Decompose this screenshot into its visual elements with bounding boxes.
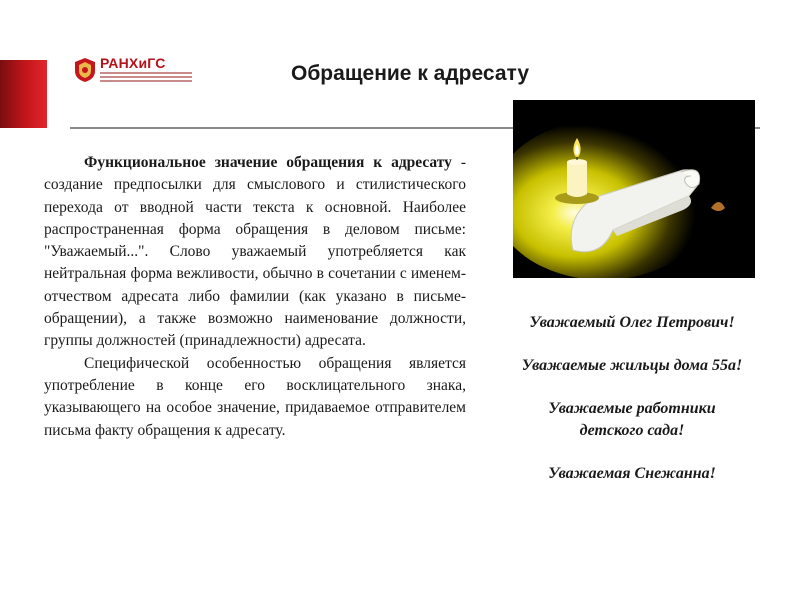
example-greeting-2: Уважаемые жильцы дома 55а!	[521, 357, 743, 374]
paragraph-2: Специфической особенностью обращения является употребление в конце его восклицательного знака, указывающего на особое значение, придаваемое отправителем письма факту обращения к адресату.	[44, 354, 466, 439]
examples-list	[484, 312, 780, 506]
logo-name: РАНХиГС	[100, 55, 166, 71]
paragraph-1	[44, 152, 466, 353]
example-greeting-3: Уважаемые работники детского сада!	[548, 400, 716, 439]
ranepa-logo	[74, 56, 192, 84]
red-accent-bar	[0, 60, 47, 128]
example-greeting-4: Уважаемая Снежанна!	[548, 465, 716, 482]
example-greeting-1: Уважаемый Олег Петрович!	[529, 314, 735, 331]
paragraph-1-bold-lead: Функциональное значение обращения к адресату	[84, 154, 452, 171]
ranepa-emblem-icon	[74, 57, 96, 83]
paragraph-1-text: - создание предпосылки для смыслового и стилистического перехода от вводной части текста к основной. Наиболее распространенная форма обращения в деловом письме: "Уважаемый...". Слово уважаемый употребляется как нейтральная форма вежливости, обычно в сочетании с именем-отчеством адресата либо фамилии (как указано в письме-обращении), а также возможно наименование должности, группы должностей (принадлежности) адресата.	[44, 154, 466, 350]
logo-subtitle-lines	[100, 72, 192, 82]
slide-title: Обращение к адресату	[291, 62, 530, 85]
candle-scroll-image	[513, 100, 755, 278]
body-text	[44, 152, 466, 442]
